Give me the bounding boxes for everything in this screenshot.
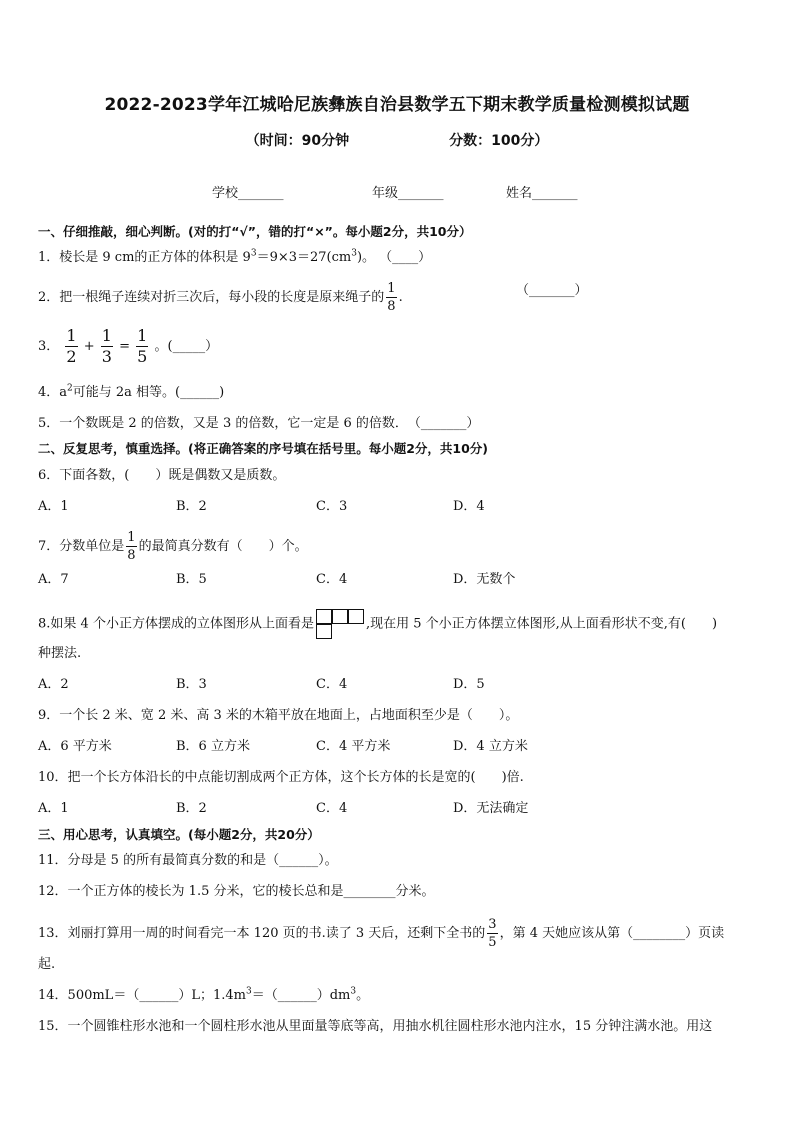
option-b[interactable]: B．2 [176, 499, 207, 514]
option-d[interactable]: D．4 [453, 499, 485, 514]
question-8-cont: 种摆法. [38, 646, 82, 661]
option-c[interactable]: C．4 [316, 801, 348, 816]
option-c[interactable]: C．4 [316, 677, 348, 692]
option-a[interactable]: A．1 [38, 801, 69, 816]
grade-field[interactable]: 年级_______ [372, 186, 444, 201]
option-a[interactable]: A．1 [38, 499, 69, 514]
question-12: 12．一个正方体的棱长为 1.5 分米，它的棱长总和是________分米。 [38, 884, 435, 899]
question-2: 2．把一根绳子连续对折三次后，每小段的长度是原来绳子的 $\frac{1}{8}$ . （_______） [38, 281, 588, 314]
question-1: 1．棱长是 9 cm的正方体的体积是 $9^3=9\times 3=27(cm^3)$。 （____） [38, 248, 432, 265]
exam-time: （时间：90分钟 [245, 133, 350, 149]
fraction: $\frac{1}{8}$ [387, 281, 396, 314]
option-b[interactable]: B．5 [176, 572, 207, 587]
exam-score: 分数：100分） [449, 133, 549, 149]
option-c[interactable]: C．4 [316, 572, 348, 587]
question-5: 5．一个数既是 2 的倍数，又是 3 的倍数，它一定是 6 的倍数． （_______） [38, 416, 480, 431]
exam-subtitle [0, 130, 794, 150]
section-1-heading: 一、仔细推敲，细心判断。(对的打“√”，错的打“×”。每小题2分，共10分） [38, 224, 472, 239]
option-a[interactable]: A．2 [38, 677, 69, 692]
question-15: 15．一个圆锥柱形水池和一个圆柱形水池从里面量等底等高，用抽水机往圆柱形水池内注水，15 分钟注满水池。用这 [38, 1019, 713, 1034]
option-d[interactable]: D．无法确定 [453, 801, 529, 816]
question-9: 9．一个长 2 米、宽 2 米、高 3 米的木箱平放在地面上，占地面积至少是（ ）。 [38, 708, 519, 723]
option-a[interactable]: A．7 [38, 572, 69, 587]
fraction: $\frac{1}{8}$ [127, 530, 136, 563]
exam-title: 2022-2023学年江城哈尼族彝族自治县数学五下期末教学质量检测模拟试题 [104, 95, 690, 115]
question-7: 7．分数单位是 $\frac{1}{8}$ 的最简真分数有（ ）个。 [38, 530, 308, 563]
school-field[interactable]: 学校_______ [212, 186, 284, 201]
question-13: 13．刘丽打算用一周的时间看完一本 120 页的书.读了 3 天后，还剩下全书的 $\frac{3}{5}$ ，第 4 天她应该从第（________）页读 [38, 917, 725, 950]
question-6: 6．下面各数，( ）既是偶数又是质数。 [38, 468, 286, 483]
question-10: 10．把一个长方体沿长的中点能切割成两个正方体，这个长方体的长是宽的( )倍. [38, 770, 524, 785]
option-c[interactable]: C．4 平方米 [316, 739, 391, 754]
question-14: 14．500mL＝（______）L；$1.4m^3=(\_\_\_\_\_\_)dm^3$。 [38, 986, 370, 1003]
name-field[interactable]: 姓名_______ [506, 186, 578, 201]
fraction: $\frac{3}{5}$ [488, 917, 497, 950]
option-b[interactable]: B．6 立方米 [176, 739, 250, 754]
option-c[interactable]: C．3 [316, 499, 348, 514]
question-13-cont: 起. [38, 957, 56, 972]
section-2-heading: 二、反复思考，慎重选择。(将正确答案的序号填在括号里。每小题2分，共10分) [38, 441, 489, 456]
option-b[interactable]: B．2 [176, 801, 207, 816]
question-11: 11．分母是 5 的所有最简真分数的和是（______）。 [38, 853, 338, 868]
question-8: 8.如果 4 个小正方体摆成的立体图形从上面看是 ,现在用 5 个小正方体摆立体图形,从上面看形状不变,有( ) [38, 609, 717, 639]
section-3-heading: 三、用心思考，认真填空。(每小题2分，共20分） [38, 827, 320, 842]
top-view-grid-icon [316, 609, 364, 639]
option-d[interactable]: D．无数个 [453, 572, 516, 587]
option-b[interactable]: B．3 [176, 677, 207, 692]
question-4: 4．$a^2$可能与 2a 相等。(______) [38, 383, 225, 400]
option-d[interactable]: D．4 立方米 [453, 739, 528, 754]
fraction: $\frac{1}{3}$ [101, 326, 112, 366]
fraction: $\frac{1}{5}$ [137, 326, 148, 366]
question-3: 3． $\frac{1}{2}$ + $\frac{1}{3}$ = $\frac{1}{5}$ 。(_____） [38, 326, 219, 366]
fraction: $\frac{1}{2}$ [66, 326, 77, 366]
option-a[interactable]: A．6 平方米 [38, 739, 112, 754]
option-d[interactable]: D．5 [453, 677, 485, 692]
